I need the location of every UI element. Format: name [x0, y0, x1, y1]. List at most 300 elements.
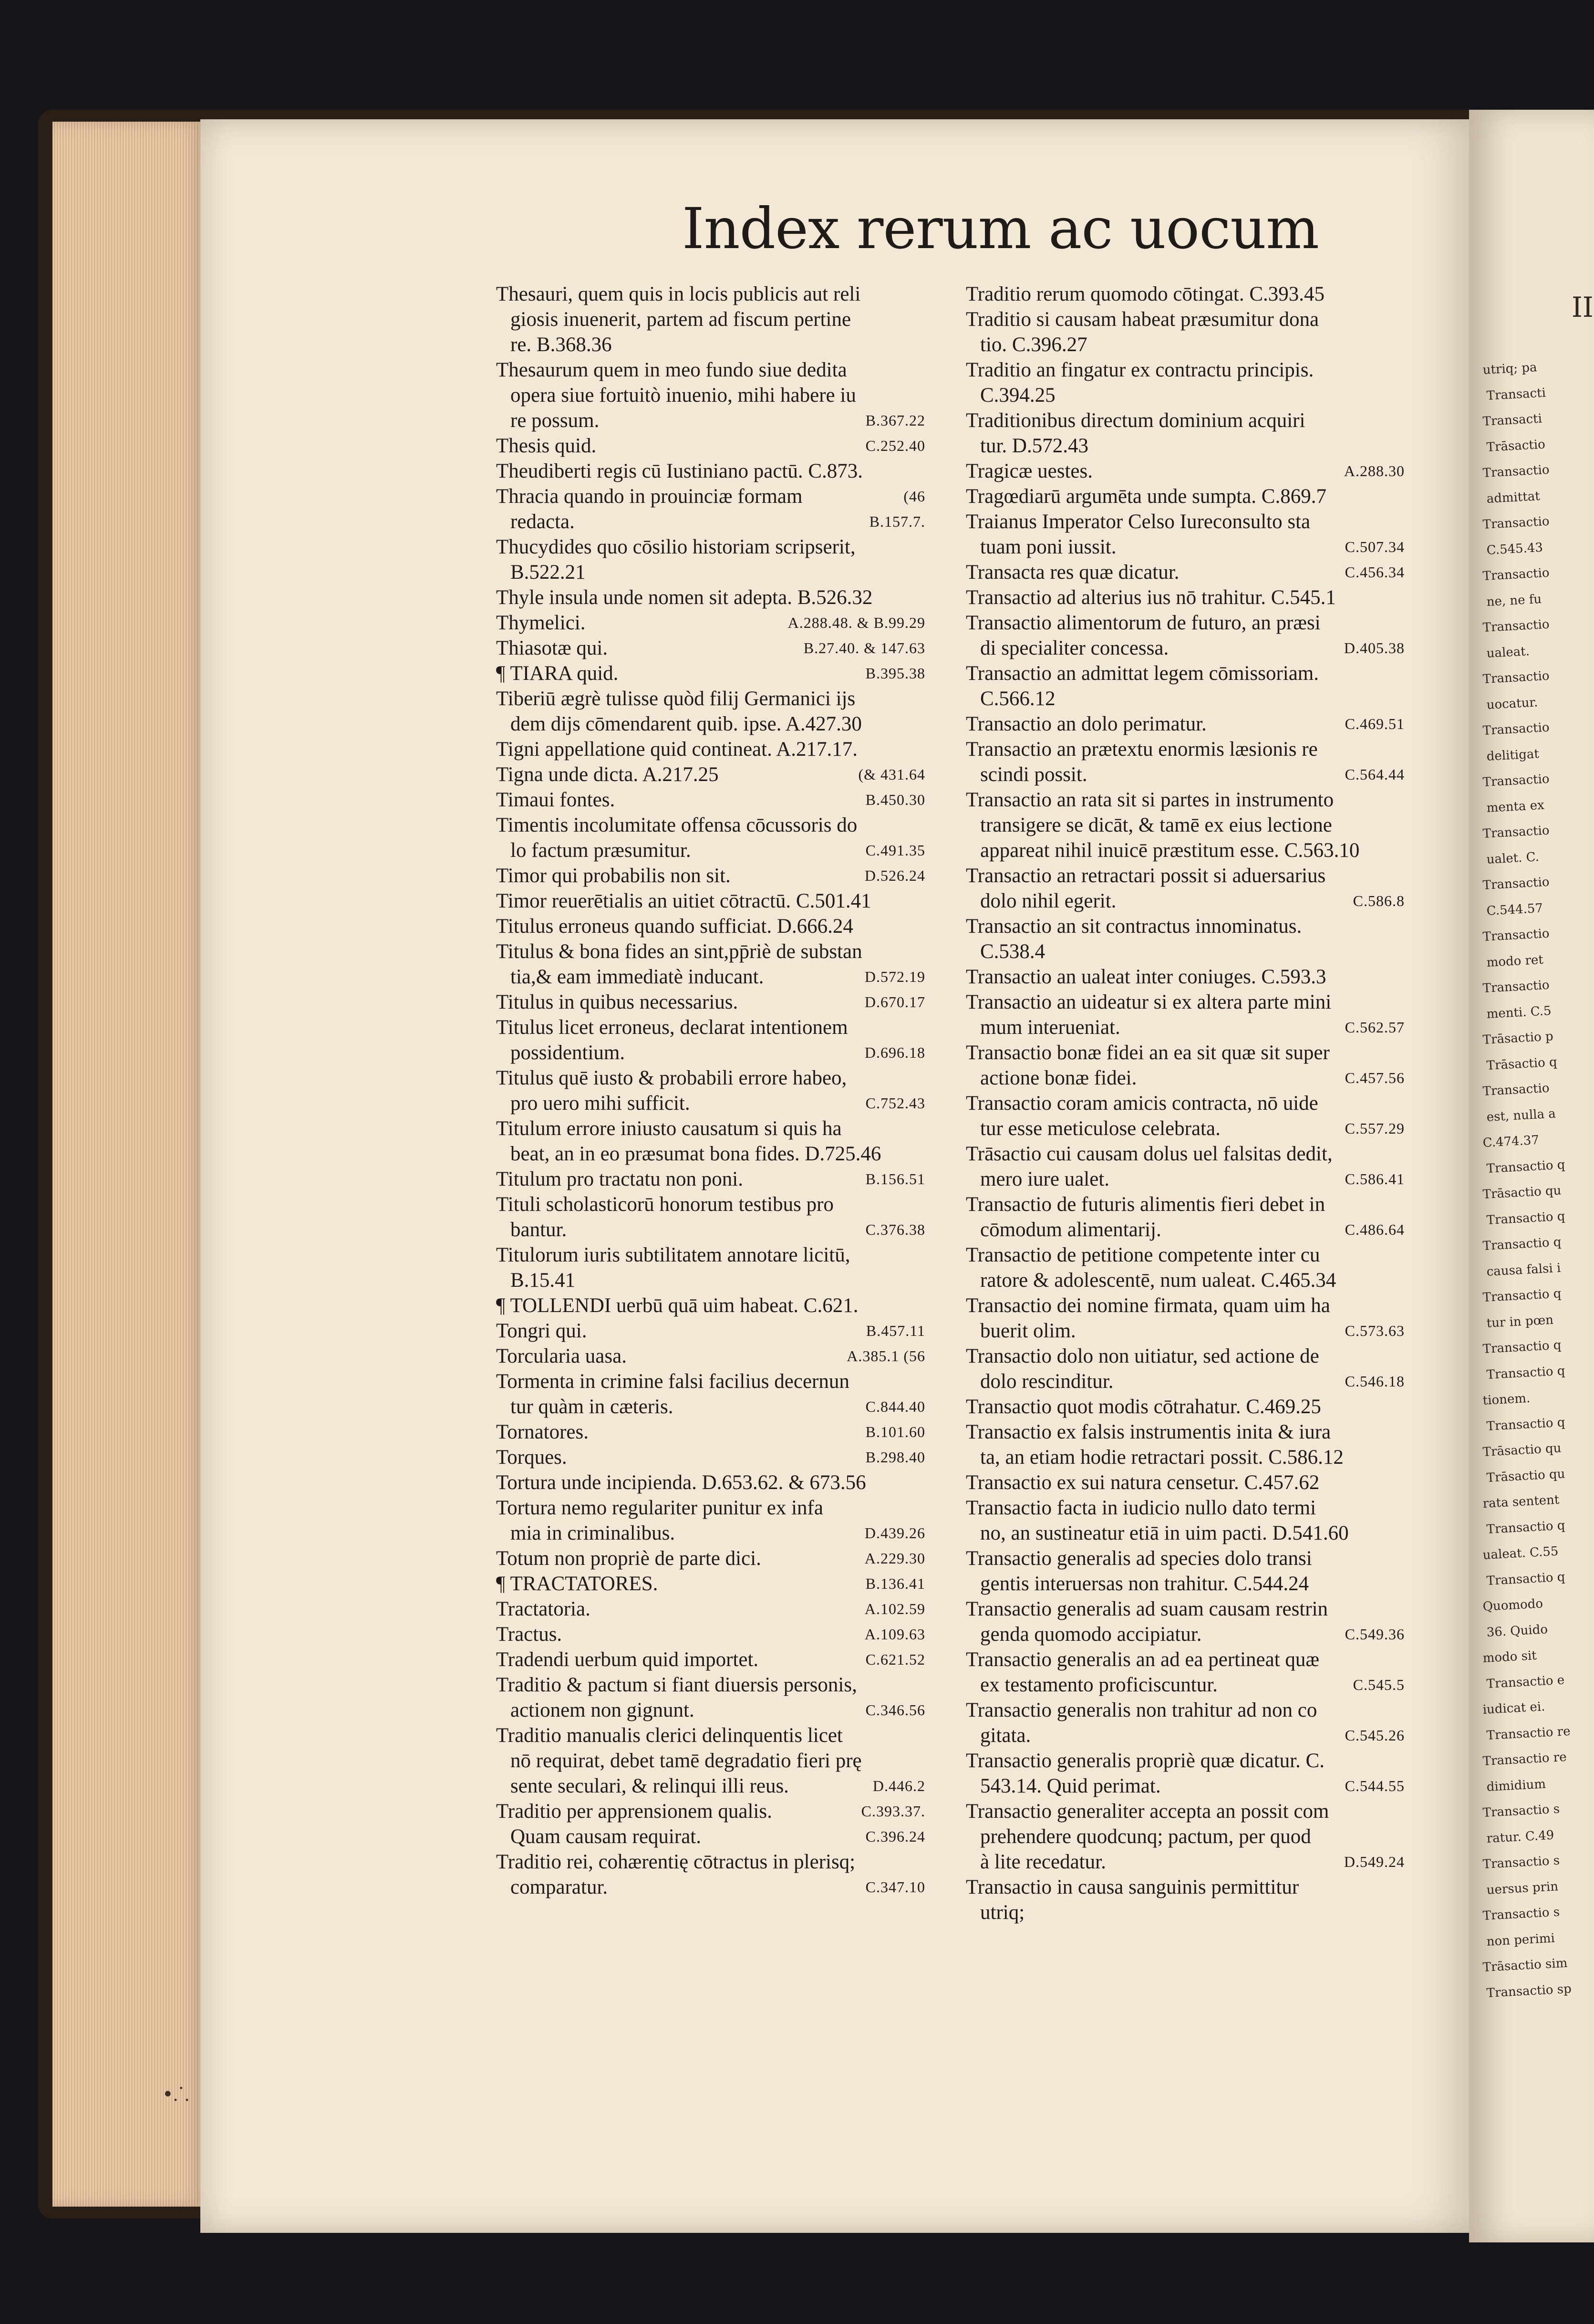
index-entry-line: Traditio rerum quomodo cōtingat. C.393.45 — [966, 283, 1325, 305]
page-reference: C.549.36 — [1345, 1626, 1405, 1643]
index-entry-line: C.491.35 lo factum præsumitur. — [496, 838, 925, 863]
index-entry-line: B.101.60 Tornatores. — [496, 1419, 925, 1445]
page-reference: C.621.52 — [865, 1651, 925, 1668]
index-entry-line: tur. D.572.43 — [980, 435, 1088, 457]
index-entry-line: Transactio ex falsis instrumentis inita & iura — [966, 1421, 1331, 1443]
index-entry — [966, 307, 1405, 357]
index-entry — [496, 281, 925, 357]
right-page-fragment: Transactio q — [1482, 1286, 1562, 1305]
index-entry — [496, 459, 925, 484]
index-entry-line: Transactio facta in iudicio nullo dato termi — [966, 1497, 1316, 1519]
index-entry-line: no, an sustineatur etiā in uim pacti. D.541.60 — [980, 1522, 1349, 1544]
index-entry — [496, 1242, 925, 1293]
right-page-fragment: tur in pœn — [1486, 1313, 1554, 1331]
index-entry — [496, 686, 925, 737]
right-page-fragment: rata sentent — [1482, 1492, 1560, 1511]
index-entry-line: Tituli scholasticorū honorum testibus pro — [496, 1193, 834, 1216]
index-entry-line: C.586.41 mero iure ualet. — [966, 1167, 1405, 1192]
page-reference: B.298.40 — [865, 1449, 925, 1466]
page-reference: C.752.43 — [865, 1094, 925, 1112]
page-reference: C.586.41 — [1345, 1170, 1405, 1188]
index-entry-line: C.573.63 buerit olim. — [966, 1318, 1405, 1344]
page-reference: C.347.10 — [865, 1878, 925, 1896]
right-page-fragment: Transactio q — [1486, 1157, 1566, 1176]
index-entry-line: D.572.19 tia,& eam immediatè inducant. — [496, 964, 925, 990]
right-page-fragment: Quomodo — [1482, 1596, 1543, 1614]
right-page-fragment: Transactio q — [1482, 1338, 1562, 1356]
page-reference: C.586.8 — [1353, 892, 1405, 909]
index-entry-line: C.621.52 Tradendi uerbum quid importet. — [496, 1647, 925, 1672]
index-entry-line: Tortura nemo regulariter punitur ex infa — [496, 1497, 823, 1519]
index-entry — [496, 636, 925, 661]
index-entry-line: Titulorum iuris subtilitatem annotare licitū, — [496, 1244, 850, 1266]
page-reference: C.376.38 — [865, 1221, 925, 1238]
index-entry-line: Transactio an uideatur si ex altera parte mini — [966, 991, 1332, 1013]
index-entry-line: D.446.2 sente seculari, & relinqui illi reus. — [496, 1773, 925, 1799]
right-page-fragment: Trāsactio — [1486, 437, 1546, 455]
index-entry-line: D.526.24 Timor qui probabilis non sit. — [496, 863, 925, 888]
index-entry-line: transigere se dicāt, & tamē ex eius lectione — [980, 814, 1332, 836]
index-entry-line: (46 Thracia quando in prouinciæ formam — [496, 484, 925, 509]
index-entry — [496, 813, 925, 863]
index-entry — [966, 1470, 1405, 1495]
page-reference: A.288.30 — [1344, 462, 1405, 479]
page-edges — [52, 122, 205, 2207]
right-page-fragment: Transactio — [1482, 617, 1550, 635]
page-reference: C.557.29 — [1345, 1120, 1405, 1137]
index-entry-line: appareat nihil inuicē præstitum esse. C.563.10 — [980, 839, 1360, 862]
index-entry — [496, 357, 925, 433]
right-page-fragment: uersus prin — [1486, 1879, 1559, 1897]
index-entry — [496, 737, 925, 762]
right-page-fragment: Transactio — [1482, 926, 1550, 944]
page-reference: C.562.57 — [1345, 1019, 1405, 1036]
right-page-fragment: Transactio s — [1482, 1905, 1560, 1923]
page-reference: (46 — [903, 488, 925, 505]
index-entry-line: Transactio bonæ fidei an ea sit quæ sit super — [966, 1042, 1330, 1064]
index-entry-line: D.696.18 possidentium. — [496, 1040, 925, 1065]
index-entry — [966, 509, 1405, 560]
page-reference: B.367.22 — [865, 412, 925, 429]
index-entry-line: B.395.38 ¶ TIARA quid. — [496, 661, 925, 686]
index-entry-line: Titulus quē iusto & probabili errore habeo, — [496, 1067, 847, 1089]
index-entry-line: ¶ TOLLENDI uerbū quā uim habeat. C.621. — [496, 1294, 859, 1317]
right-page-fragment: ualeat. C.55 — [1482, 1544, 1559, 1563]
right-page-fragment: modo ret — [1486, 952, 1544, 970]
page-reference: C.457.56 — [1345, 1069, 1405, 1086]
index-entry — [496, 1799, 925, 1849]
index-entry-line: C.252.40 Thesis quid. — [496, 433, 925, 459]
index-entry — [966, 1546, 1405, 1596]
index-entry-line: Transactio dolo non uitiatur, sed actione de — [966, 1345, 1319, 1367]
index-entry-line: giosis inuenerit, partem ad fiscum pertine — [510, 308, 851, 331]
index-entry-line: Tormenta in crimine falsi facilius decernun — [496, 1370, 849, 1393]
index-entry-line: B.156.51 Titulum pro tractatu non poni. — [496, 1167, 925, 1192]
index-entry — [496, 888, 925, 914]
index-entry-line: Trāsactio cui causam dolus uel falsitas dedit, — [966, 1143, 1333, 1165]
index-entry — [966, 1799, 1405, 1875]
index-entry — [966, 1344, 1405, 1394]
index-entry — [496, 1672, 925, 1723]
index-entry-line: C.544.55 543.14. Quid perimat. — [966, 1773, 1405, 1799]
index-entry-line: D.549.24 à lite recedatur. — [966, 1849, 1405, 1875]
index-entry — [496, 1116, 925, 1167]
page-reference: C.486.64 — [1345, 1221, 1405, 1238]
right-page-fragment: C.544.57 — [1486, 901, 1543, 918]
index-entry-line: Transactio coram amicis contracta, nō uide — [966, 1092, 1318, 1115]
index-entry-line: D.439.26 mia in criminalibus. — [496, 1521, 925, 1546]
right-page-fragment: Transactio — [1482, 668, 1550, 687]
right-page-fragment: ne, ne fu — [1486, 592, 1542, 609]
index-column-right — [966, 281, 1405, 1925]
index-entry-line: C.545.5 ex testamento proficiscuntur. — [966, 1672, 1405, 1698]
index-entry — [496, 990, 925, 1015]
right-page-fragment: Transactio s — [1482, 1802, 1560, 1820]
page-reference: B.136.41 — [865, 1575, 925, 1592]
index-entry — [966, 1748, 1405, 1799]
index-entry — [496, 1546, 925, 1571]
index-entry — [966, 787, 1405, 863]
index-entry-line: Transactio ex sui natura censetur. C.457.62 — [966, 1471, 1320, 1494]
index-entry — [966, 1875, 1405, 1925]
index-entry — [966, 711, 1405, 737]
page-reference: D.446.2 — [872, 1777, 925, 1794]
index-entry-line: Titulus licet erroneus, declarat intentionem — [496, 1016, 848, 1039]
index-entry-line: C.393.37. Traditio per apprensionem qualis. — [496, 1799, 925, 1824]
right-page-fragment: Transactio q — [1486, 1415, 1566, 1434]
right-page — [1469, 110, 1594, 2242]
index-entry-line: C.457.56 actione bonæ fidei. — [966, 1065, 1405, 1091]
right-page-fragment: ratur. C.49 — [1486, 1828, 1554, 1846]
index-entry-line: C.586.8 dolo nihil egerit. — [966, 888, 1405, 914]
right-page-fragment: non perimi — [1486, 1931, 1555, 1949]
page-reference: C.546.18 — [1345, 1373, 1405, 1390]
page-reference: C.396.24 — [865, 1828, 925, 1845]
page-reference: B.27.40. & 147.63 — [803, 639, 925, 657]
index-entry — [966, 1040, 1405, 1091]
index-entry — [496, 762, 925, 787]
index-entry — [966, 610, 1405, 661]
index-entry — [496, 1167, 925, 1192]
right-page-fragment: modo sit — [1482, 1648, 1537, 1666]
index-entry — [966, 661, 1405, 711]
page-reference: B.157.7. — [869, 513, 925, 530]
page-reference: C.573.63 — [1345, 1322, 1405, 1339]
page-reference: D.439.26 — [864, 1524, 925, 1542]
index-entry-line: B.367.22 re possum. — [496, 408, 925, 433]
page-reference: C.346.56 — [865, 1701, 925, 1719]
index-entry — [966, 914, 1405, 964]
index-entry-line: Traditionibus directum dominium acquiri — [966, 409, 1305, 432]
right-page-fragment: Trāsactio p — [1482, 1029, 1554, 1047]
index-entry — [966, 585, 1405, 610]
index-entry-line: Tigni appellatione quid contineat. A.217.17. — [496, 738, 858, 761]
index-entry-line: C.545.26 gitata. — [966, 1723, 1405, 1748]
index-entry — [966, 964, 1405, 990]
right-page-fragment: Transactio s — [1482, 1853, 1560, 1872]
right-page-fragment: Transactio e — [1486, 1673, 1565, 1691]
page-reference: C.507.34 — [1345, 538, 1405, 555]
index-entry-line: opera siue fortuitò inuenio, mihi habere iu — [510, 384, 856, 406]
index-entry-line: C.456.34 Transacta res quæ dicatur. — [966, 560, 1405, 585]
index-entry-line: Theudiberti regis cū Iustiniano pactū. C.873. — [496, 460, 863, 482]
right-page-fragment: Transactio re — [1486, 1724, 1571, 1743]
index-entry-line: Transactio quot modis cōtrahatur. C.469.25 — [966, 1396, 1321, 1418]
index-entry — [496, 863, 925, 888]
index-entry-line: B.27.40. & 147.63 Thiasotæ qui. — [496, 636, 925, 661]
right-page-fragment: iudicat ei. — [1482, 1699, 1546, 1717]
page-reference: B.156.51 — [865, 1170, 925, 1188]
index-entry-line: A.102.59 Tractatoria. — [496, 1596, 925, 1622]
index-entry-line: Transactio generalis ad species dolo transi — [966, 1547, 1312, 1570]
index-entry — [496, 939, 925, 990]
index-entry-line: Thyle insula unde nomen sit adepta. B.526.32 — [496, 586, 873, 609]
page-reference: A.109.63 — [864, 1626, 925, 1643]
index-entry — [966, 1242, 1405, 1293]
page-reference: C.456.34 — [1345, 563, 1405, 581]
index-entry — [496, 1445, 925, 1470]
index-entry — [966, 1596, 1405, 1647]
page-reference: D.670.17 — [864, 993, 925, 1011]
right-page-fragment: Transacti — [1482, 411, 1542, 429]
index-entry — [496, 1596, 925, 1622]
page-reference: C.544.55 — [1345, 1777, 1405, 1794]
index-entry-line: A.109.63 Tractus. — [496, 1622, 925, 1647]
index-entry-line: Transactio an retractari possit si aduersarius — [966, 865, 1326, 887]
right-page-fragment: ualeat. — [1486, 644, 1530, 661]
page-reference: A.385.1 (56 — [847, 1347, 925, 1365]
right-page-heading: II — [1572, 291, 1594, 323]
index-entry-line: C.557.29 tur esse meticulose celebrata. — [966, 1116, 1405, 1141]
index-entry-line: ta, an etiam hodie retractari possit. C.586.12 — [980, 1446, 1344, 1469]
right-page-fragment: Transactio — [1482, 514, 1550, 532]
right-page-fragment: Transactio — [1482, 978, 1550, 996]
index-entry-line: Traditio & pactum si fiant diuersis personis, — [496, 1674, 857, 1696]
page-reference: C.564.44 — [1345, 766, 1405, 783]
index-entry — [496, 661, 925, 686]
index-entry — [496, 1723, 925, 1799]
index-entry — [966, 1647, 1405, 1698]
right-page-fragment: menta ex — [1486, 798, 1545, 815]
index-entry-line: C.752.43 pro uero mihi sufficit. — [496, 1091, 925, 1116]
index-entry — [496, 1495, 925, 1546]
index-entry-line: C.538.4 — [980, 940, 1045, 963]
index-entry-line: (& 431.64 Tigna unde dicta. A.217.25 — [496, 762, 925, 787]
index-entry — [496, 1369, 925, 1419]
index-entry-line: D.670.17 Titulus in quibus necessarius. — [496, 990, 925, 1015]
index-entry-line: Transactio ad alterius ius nō trahitur. C.545.1 — [966, 586, 1336, 609]
index-entry — [966, 357, 1405, 408]
index-entry-line: Timentis incolumitate offensa cōcussoris do — [496, 814, 858, 836]
index-entry-line: B.157.7. redacta. — [496, 509, 925, 534]
index-entry — [496, 914, 925, 939]
index-entry-line: C.469.51 Transactio an dolo perimatur. — [966, 711, 1405, 737]
page-reference: A.229.30 — [864, 1550, 925, 1567]
index-entry-line: A.288.48. & B.99.29 Thymelici. — [496, 610, 925, 636]
index-entry-line: Transactio alimentorum de futuro, an præsi — [966, 612, 1321, 634]
index-entry — [496, 1622, 925, 1647]
index-entry-line: C.346.56 actionem non gignunt. — [496, 1698, 925, 1723]
index-entry-line: B.136.41 ¶ TRACTATORES. — [496, 1571, 925, 1596]
index-entry-line: Thesaurum quem in meo fundo siue dedita — [496, 359, 847, 381]
index-entry-line: Traditio si causam habeat præsumitur dona — [966, 308, 1319, 331]
index-entry-line: Transactio an prætextu enormis læsionis re — [966, 738, 1318, 761]
page-reference: D.526.24 — [864, 867, 925, 884]
index-entry-line: Transactio de futuris alimentis fieri debet in — [966, 1193, 1325, 1216]
index-entry — [496, 1065, 925, 1116]
index-entry-line: Titulus & bona fides an sint,pp̄riè de substan — [496, 940, 862, 963]
index-entry-line: B.522.21 — [510, 561, 586, 584]
index-entry — [966, 1091, 1405, 1141]
page-reference: C.491.35 — [865, 842, 925, 859]
index-entry — [496, 1318, 925, 1344]
index-entry-line: Transactio an rata sit si partes in instrumento — [966, 789, 1334, 811]
index-entry-line: nō requirat, debet tamē degradatio fieri prę — [510, 1750, 862, 1772]
right-page-fragment: C.474.37 — [1482, 1133, 1540, 1150]
index-entry-line: Transactio an ualeat inter coniuges. C.593.3 — [966, 966, 1326, 988]
right-page-fragment: admittat — [1486, 489, 1541, 506]
right-page-fragment: Transactio q — [1486, 1518, 1566, 1537]
index-entry — [496, 1192, 925, 1242]
right-page-fragment: Trāsactio qu — [1482, 1183, 1562, 1202]
page-reference: C.393.37. — [861, 1803, 925, 1820]
right-page-fragment: utriq; pa — [1482, 360, 1538, 377]
page-reference: B.395.38 — [865, 665, 925, 682]
index-entry-line: C.376.38 bantur. — [496, 1217, 925, 1242]
index-entry-line: Transactio in causa sanguinis permittitur — [966, 1876, 1299, 1898]
index-entry — [496, 534, 925, 585]
page-reference: C.469.51 — [1345, 715, 1405, 732]
index-entry-line: B.450.30 Timaui fontes. — [496, 787, 925, 813]
right-page-fragment: ualet. C. — [1486, 850, 1540, 867]
right-page-fragment: Transactio — [1482, 1081, 1550, 1099]
index-entry-line: B.298.40 Torques. — [496, 1445, 925, 1470]
index-entry-line: dem dijs cōmendarent quib. ipse. A.427.30 — [510, 713, 862, 735]
page-reference: D.549.24 — [1344, 1853, 1405, 1870]
index-entry — [496, 610, 925, 636]
index-entry-line: Traditio an fingatur ex contractu principis. — [966, 359, 1314, 381]
index-entry-line: A.385.1 (56 Torcularia uasa. — [496, 1344, 925, 1369]
page-title: Index rerum ac uocum — [682, 196, 1319, 261]
index-entry-line: C.394.25 — [980, 384, 1056, 406]
index-entry — [966, 863, 1405, 914]
right-page-fragment: Transactio q — [1486, 1570, 1566, 1588]
index-entry — [496, 787, 925, 813]
marginal-mark: •⸫ — [162, 2084, 189, 2105]
index-entry-line: D.405.38 di specialiter concessa. — [966, 636, 1405, 661]
index-entry-line: A.229.30 Totum non propriè de parte dici. — [496, 1546, 925, 1571]
index-entry — [966, 1141, 1405, 1192]
right-page-fragment: Transactio re — [1482, 1750, 1567, 1769]
index-entry-line: Transactio generalis non trahitur ad non co — [966, 1699, 1317, 1721]
index-entry — [966, 408, 1405, 459]
index-entry-line: C.396.24 Quam causam requirat. — [496, 1824, 925, 1849]
page-reference: B.101.60 — [865, 1423, 925, 1440]
index-entry-line: Transactio de petitione competente inter cu — [966, 1244, 1320, 1266]
index-entry-line: Traianus Imperator Celso Iureconsulto sta — [966, 511, 1311, 533]
right-page-fragment: Transactio — [1482, 462, 1550, 480]
right-page-fragment: Trāsactio sim — [1482, 1956, 1568, 1975]
index-entry-line: Transactio an admittat legem cōmissoriam. — [966, 662, 1319, 685]
right-page-fragment: C.545.43 — [1486, 540, 1543, 558]
page-reference: A.288.48. & B.99.29 — [787, 614, 925, 631]
page-reference: B.457.11 — [866, 1322, 925, 1339]
right-page-fragment: menti. C.5 — [1486, 1003, 1552, 1021]
index-entry — [966, 281, 1405, 307]
right-page-fragment: causa falsi i — [1486, 1261, 1562, 1279]
index-entry-line: re. B.368.36 — [510, 333, 612, 356]
right-page-fragment: Transactio — [1482, 875, 1550, 893]
index-entry-line: C.347.10 comparatur. — [496, 1875, 925, 1900]
page-reference: (& 431.64 — [858, 766, 925, 783]
page-reference: D.405.38 — [1344, 639, 1405, 657]
index-entry — [966, 1698, 1405, 1748]
page-reference: D.696.18 — [864, 1044, 925, 1061]
index-entry — [496, 1470, 925, 1495]
right-page-fragment: Transactio — [1482, 565, 1550, 584]
index-entry-line: B.15.41 — [510, 1269, 576, 1292]
right-page-fragment: Transactio — [1482, 720, 1550, 738]
index-entry — [496, 1293, 925, 1318]
index-entry-line: C.566.12 — [980, 688, 1056, 710]
index-entry-line: Transactio an sit contractus innominatus. — [966, 915, 1302, 938]
right-page-fragment: Trāsactio qu — [1482, 1441, 1562, 1459]
index-entry — [966, 1495, 1405, 1546]
index-entry — [496, 1344, 925, 1369]
index-entry-line: Transactio dei nomine firmata, quam uim ha — [966, 1294, 1330, 1317]
index-entry-line: Transactio generaliter accepta an possit com — [966, 1800, 1329, 1823]
index-entry-line: C.562.57 mum interueniat. — [966, 1015, 1405, 1040]
index-entry-line: A.288.30 Tragicæ uestes. — [966, 459, 1405, 484]
index-entry-line: Tortura unde incipienda. D.653.62. & 673.56 — [496, 1471, 866, 1494]
right-page-fragment: Transactio q — [1486, 1364, 1566, 1382]
index-entry-line: Titulum errore iniusto causatum si quis ha — [496, 1117, 842, 1140]
index-entry-line: Tiberiū ægrè tulisse quòd filij Germanici ijs — [496, 688, 856, 710]
right-page-fragment: delitigat — [1486, 747, 1540, 764]
index-entry-line: gentis interuersas non trahitur. C.544.24 — [980, 1573, 1309, 1595]
index-entry — [966, 1394, 1405, 1419]
index-entry — [966, 484, 1405, 509]
page-reference: C.545.5 — [1353, 1676, 1405, 1693]
index-entry — [966, 737, 1405, 787]
index-entry-line: C.549.36 genda quomodo accipiatur. — [966, 1622, 1405, 1647]
page-reference: A.102.59 — [864, 1600, 925, 1617]
index-entry — [966, 1192, 1405, 1242]
index-entry-line: C.844.40 tur quàm in cæteris. — [496, 1394, 925, 1419]
right-page-fragment: est, nulla a — [1486, 1106, 1556, 1125]
index-entry-line: Traditio rei, cohærentię cōtractus in plerisq; — [496, 1851, 856, 1873]
page-reference: C.844.40 — [865, 1398, 925, 1415]
page-reference: C.545.26 — [1345, 1727, 1405, 1744]
index-entry-line: ratore & adolescentē, num ualeat. C.465.34 — [980, 1269, 1336, 1292]
index-entry — [966, 560, 1405, 585]
index-entry — [496, 1849, 925, 1900]
page-reference: D.572.19 — [864, 968, 925, 985]
index-entry-line: Titulus erroneus quando sufficiat. D.666.24 — [496, 915, 853, 938]
index-entry — [496, 484, 925, 534]
index-entry-line: C.507.34 tuam poni iussit. — [966, 534, 1405, 560]
right-page-fragment: Transactio q — [1482, 1235, 1562, 1253]
right-page-fragment: Transacti — [1486, 386, 1546, 403]
index-entry-line: tio. C.396.27 — [980, 333, 1087, 356]
right-page-fragment: Trāsactio qu — [1486, 1467, 1566, 1485]
index-entry — [496, 585, 925, 610]
right-page-fragment: Transactio — [1482, 823, 1550, 841]
index-entry-line: C.564.44 scindi possit. — [966, 762, 1405, 787]
index-entry — [496, 1015, 925, 1065]
index-entry-line: Thucydides quo cōsilio historiam scripserit, — [496, 536, 856, 558]
index-entry-line: Transactio generalis ad suam causam restrin — [966, 1598, 1328, 1620]
